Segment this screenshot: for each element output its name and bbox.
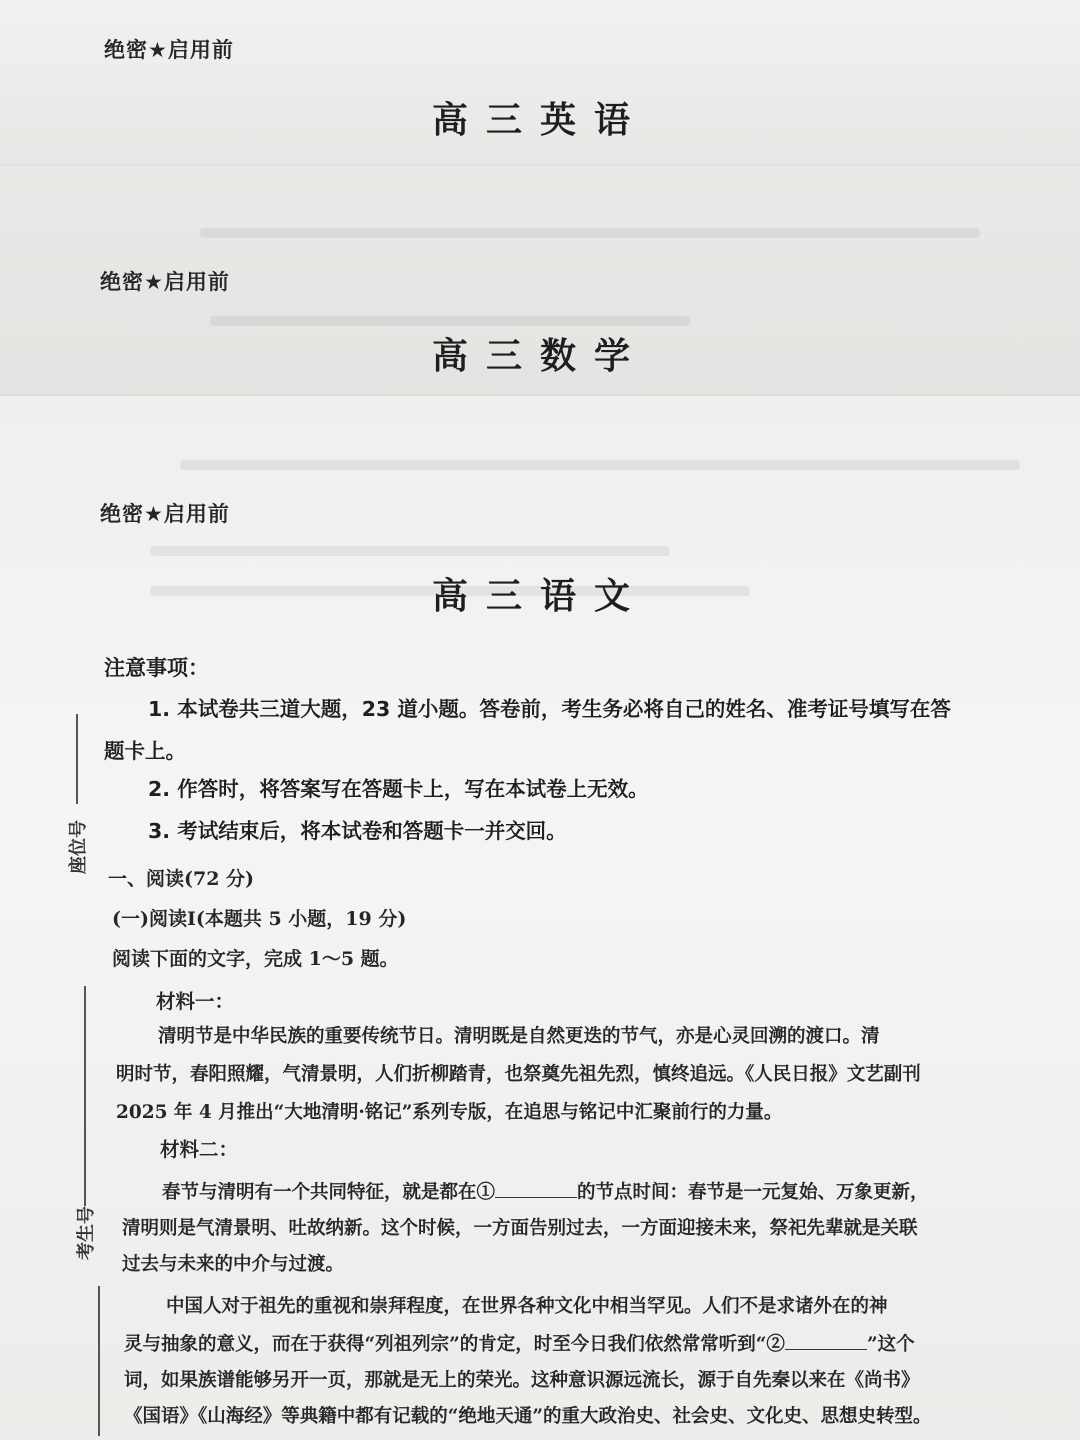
material-2-line: 清明则是气清景明、吐故纳新。这个时候，一方面告别过去，一方面迎接未来，祭祀先辈就是关联 <box>122 1218 918 1239</box>
chinese-exam-sheet <box>0 396 1080 1440</box>
answer-blank-1 <box>495 1179 577 1198</box>
bleed-through-text <box>150 546 670 556</box>
math-exam-sheet <box>0 166 1080 398</box>
bleed-through-text <box>180 460 1020 470</box>
reading-instruction: 阅读下面的文字，完成 1～5 题。 <box>112 948 399 970</box>
material-2-line <box>162 1178 1022 1204</box>
material-1-line: 清明节是中华民族的重要传统节日。清明既是自然更迭的节气，亦是心灵回溯的渡口。清 <box>158 1026 880 1047</box>
material-2-line: 中国人对于祖先的重视和崇拜程度，在世界各种文化中相当罕见。人们不是求诸外在的神 <box>166 1296 888 1317</box>
subsection-heading: (一)阅读Ⅰ(本题共 5 小题，19 分) <box>112 908 407 930</box>
material-2-line <box>124 1330 1022 1356</box>
material-2-label: 材料二： <box>160 1138 239 1161</box>
margin-rule <box>84 986 86 1206</box>
answer-blank-2 <box>785 1331 867 1350</box>
seat-number-label: 座位号 <box>68 820 89 874</box>
notice-item-3: 3. 考试结束后，将本试卷和答题卡一并交回。 <box>148 819 567 843</box>
margin-rule <box>76 714 78 804</box>
material-2-line: 《国语》《山海经》等典籍中都有记载的“绝地天通”的重大政治史、社会史、文化史、思想史转型。 <box>124 1406 932 1427</box>
exam-number-label: 考生号 <box>76 1206 97 1260</box>
material-2-line: 词，如果族谱能够另开一页，那就是无上的荣光。这种意识源远流长，源于自先秦以来在《尚书》 <box>124 1370 920 1391</box>
material-2-line: 过去与未来的中介与过渡。 <box>122 1254 345 1275</box>
notice-item-1-cont: 题卡上。 <box>104 739 186 763</box>
notice-heading: 注意事项： <box>104 656 209 680</box>
math-exam-title: 高三数学 <box>431 336 648 377</box>
material-2-text: 春节与清明有一个共同特征，就是都在① <box>162 1182 496 1203</box>
confidential-label: 绝密★启用前 <box>100 502 230 526</box>
material-2-text: 的节点时间：春节是一元复始、万象更新， <box>577 1182 929 1203</box>
confidential-label: 绝密★启用前 <box>104 38 234 62</box>
chinese-exam-title: 高三语文 <box>431 576 648 617</box>
english-exam-sheet <box>0 0 1080 168</box>
material-1-label: 材料一： <box>156 990 235 1013</box>
confidential-label: 绝密★启用前 <box>100 270 230 294</box>
bleed-through-text <box>210 316 690 326</box>
notice-item-2: 2. 作答时，将答案写在答题卡上，写在本试卷上无效。 <box>148 777 649 801</box>
material-1-line: 2025 年 4 月推出“大地清明·铭记”系列专版，在追思与铭记中汇聚前行的力量。 <box>116 1102 783 1123</box>
bleed-through-text <box>200 228 980 238</box>
notice-item-1: 1. 本试卷共三道大题，23 道小题。答卷前，考生务必将自己的姓名、准考证号填写在答 <box>148 697 951 721</box>
material-2-text: 灵与抽象的意义，而在于获得“列祖列宗”的肯定，时至今日我们依然常常听到“② <box>124 1334 785 1355</box>
english-exam-title: 高三英语 <box>431 100 648 141</box>
material-1-line: 明时节，春阳照耀，气清景明，人们折柳踏青，也祭奠先祖先烈，慎终追远。《人民日报》文艺副刊 <box>116 1064 921 1085</box>
margin-rule <box>98 1286 100 1436</box>
section-heading: 一、阅读(72 分) <box>108 868 255 890</box>
material-2-text: ”这个 <box>866 1334 915 1355</box>
